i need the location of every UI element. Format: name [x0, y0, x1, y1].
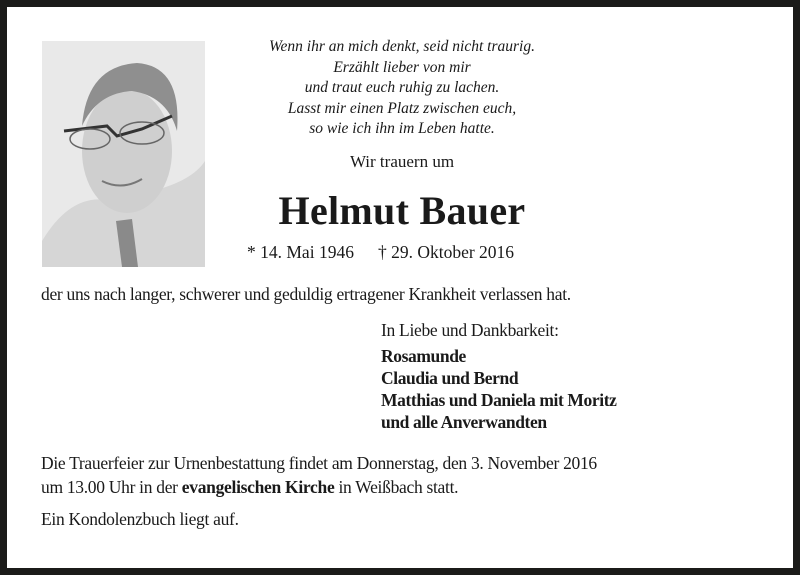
poem-line: so wie ich ihn im Leben hatte. [309, 120, 495, 137]
birth-date: * 14. Mai 1946 [247, 242, 354, 262]
thanks-heading: In Liebe und Dankbarkeit: [381, 320, 559, 340]
funeral-place: in Weißbach statt. [334, 477, 459, 497]
life-dates [247, 242, 514, 263]
mourning-intro: Wir trauern um [349, 152, 455, 171]
mourner: Claudia und Bernd [381, 368, 519, 388]
poem-line: und traut euch ruhig zu lachen. [304, 79, 500, 96]
mourner: und alle Anverwandten [381, 412, 547, 432]
mourners-list [381, 345, 617, 433]
deceased-name: Helmut Bauer [278, 188, 526, 233]
death-date: † 29. Oktober 2016 [377, 242, 515, 262]
poem [222, 37, 582, 140]
obituary-notice [7, 7, 793, 568]
poem-line: Wenn ihr an mich denkt, seid nicht traurig. [269, 38, 535, 55]
poem-line: Erzählt lieber von mir [333, 58, 471, 76]
statement-text: der uns nach langer, schwerer und geduldig ertragener Krankheit verlassen hat. [41, 284, 571, 304]
mourner: Rosamunde [381, 346, 466, 366]
funeral-info [41, 451, 597, 499]
condolence-note: Ein Kondolenzbuch liegt auf. [41, 509, 239, 529]
portrait-image [42, 41, 205, 267]
funeral-line-1: Die Trauerfeier zur Urnenbestattung findet am Donnerstag, den 3. November 2016 [41, 453, 597, 473]
funeral-time: um 13.00 Uhr in der [41, 477, 182, 497]
funeral-location: evangelischen Kirche [181, 477, 335, 497]
poem-line: Lasst mir einen Platz zwischen euch, [287, 99, 517, 117]
funeral-line-2 [41, 475, 597, 499]
mourner: Matthias und Daniela mit Moritz [381, 390, 617, 410]
portrait-photo [42, 41, 205, 267]
